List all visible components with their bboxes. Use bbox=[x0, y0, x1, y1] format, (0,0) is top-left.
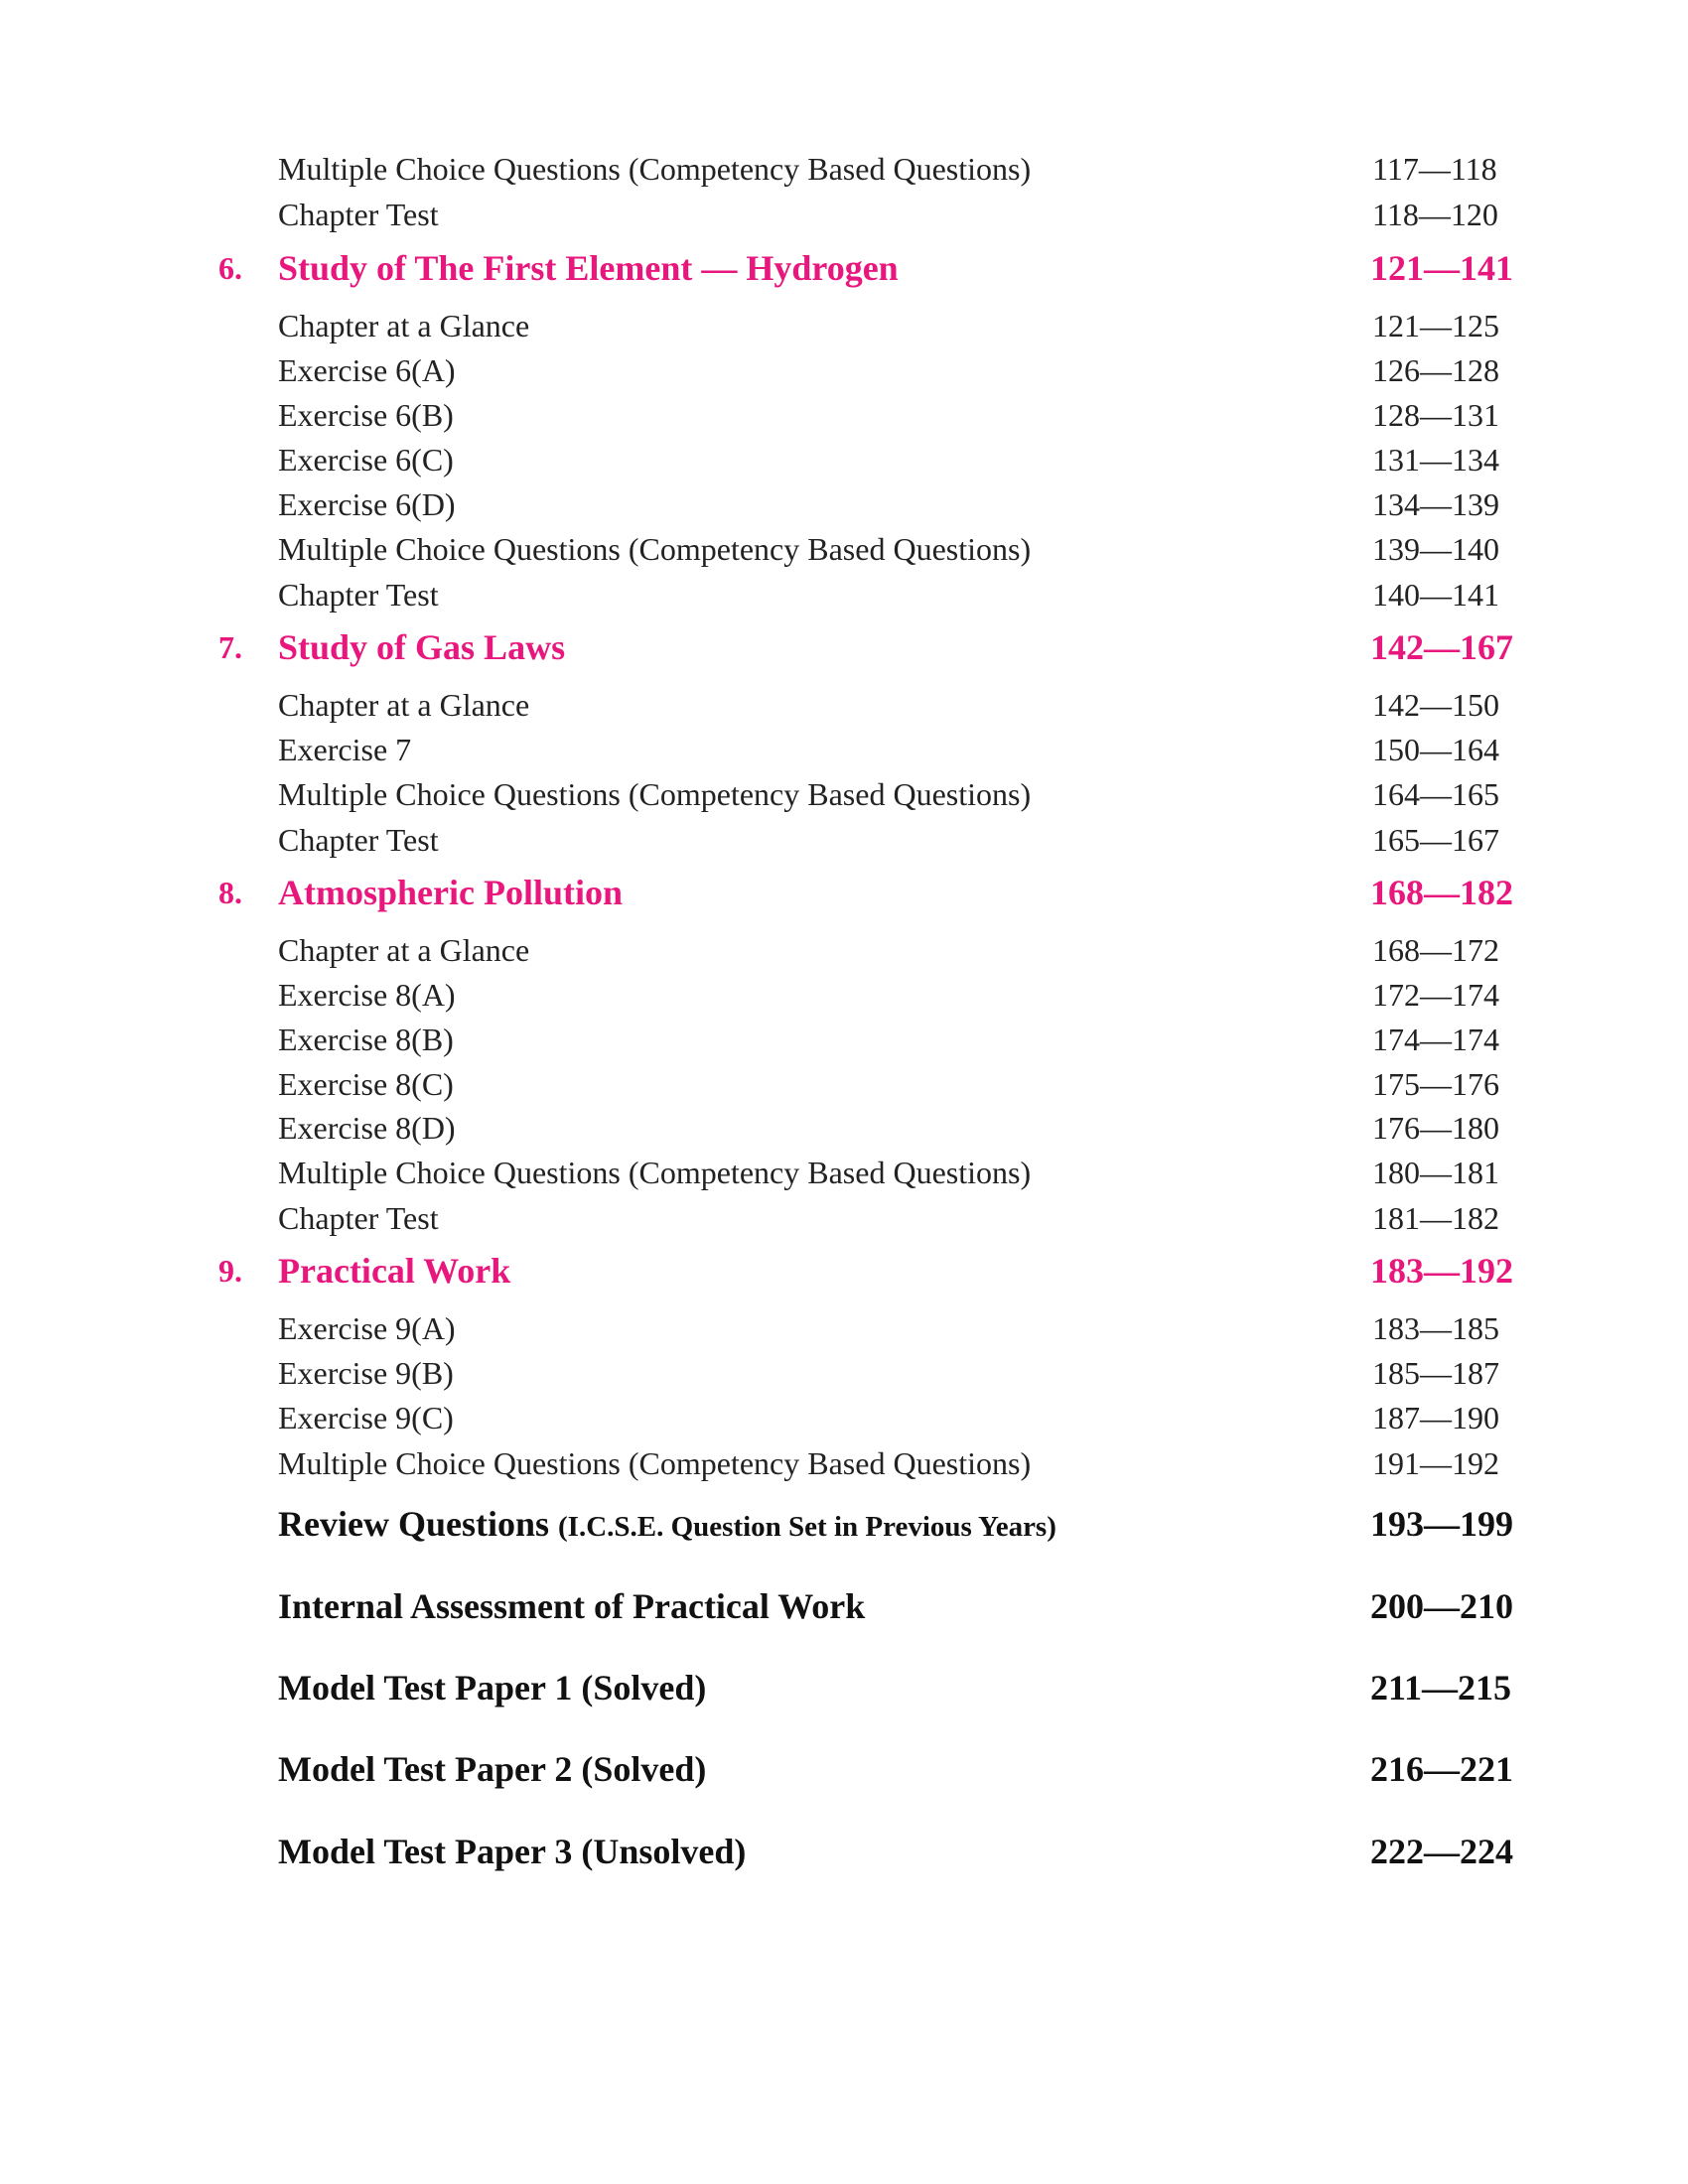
chapter-pages: 183—192 bbox=[1370, 1251, 1513, 1291]
entry-pages: 187—190 bbox=[1372, 1400, 1499, 1435]
toc-entry-internal-assessment[interactable] bbox=[0, 1584, 1688, 1628]
chapter-number: 7. bbox=[218, 629, 242, 665]
entry-title: Multiple Choice Questions (Competency Based Questions) bbox=[278, 776, 1032, 812]
toc-entry[interactable] bbox=[0, 149, 1688, 189]
chapter-title: Practical Work bbox=[278, 1251, 511, 1291]
model2-pages: 216—221 bbox=[1370, 1749, 1513, 1789]
chapter-title: Atmospheric Pollution bbox=[278, 873, 623, 912]
internal-pages: 200—210 bbox=[1370, 1586, 1513, 1626]
entry-pages: 175—176 bbox=[1372, 1066, 1499, 1102]
entry-pages: 118—120 bbox=[1372, 197, 1498, 232]
entry-title: Multiple Choice Questions (Competency Based Questions) bbox=[278, 1445, 1032, 1481]
entry-pages: 126—128 bbox=[1372, 352, 1499, 388]
chapter-heading-7[interactable] bbox=[0, 625, 1688, 669]
entry-pages: 139—140 bbox=[1372, 531, 1499, 567]
entry-title: Exercise 9(B) bbox=[278, 1355, 454, 1391]
entry-pages: 165—167 bbox=[1372, 822, 1499, 858]
entry-pages: 176—180 bbox=[1372, 1110, 1499, 1146]
chapter-heading-6[interactable] bbox=[0, 246, 1688, 290]
toc-entry[interactable] bbox=[0, 730, 1688, 769]
toc-entry[interactable] bbox=[0, 1108, 1688, 1148]
model2-title: Model Test Paper 2 (Solved) bbox=[278, 1749, 707, 1789]
entry-title: Exercise 6(A) bbox=[278, 352, 456, 388]
model1-pages: 211—215 bbox=[1370, 1668, 1512, 1707]
toc-entry[interactable] bbox=[0, 395, 1688, 435]
entry-pages: 117—118 bbox=[1372, 151, 1497, 187]
entry-pages: 183—185 bbox=[1372, 1310, 1499, 1346]
review-note: (I.C.S.E. Question Set in Previous Years) bbox=[558, 1511, 1056, 1543]
entry-title: Exercise 6(C) bbox=[278, 442, 454, 478]
entry-pages: 128—131 bbox=[1372, 397, 1499, 433]
chapter-pages: 142—167 bbox=[1370, 627, 1513, 667]
toc-entry[interactable] bbox=[0, 484, 1688, 524]
toc-entry[interactable] bbox=[0, 685, 1688, 725]
internal-title: Internal Assessment of Practical Work bbox=[278, 1586, 866, 1626]
toc-entry[interactable] bbox=[0, 1398, 1688, 1437]
toc-entry-model-test-2[interactable] bbox=[0, 1747, 1688, 1791]
entry-title: Exercise 9(A) bbox=[278, 1310, 456, 1346]
review-pages: 193—199 bbox=[1370, 1504, 1513, 1544]
entry-title: Chapter Test bbox=[278, 1200, 439, 1236]
entry-title: Exercise 8(A) bbox=[278, 977, 456, 1013]
toc-entry[interactable] bbox=[0, 529, 1688, 569]
toc-entry-review-questions[interactable] bbox=[0, 1502, 1688, 1546]
entry-title: Chapter at a Glance bbox=[278, 932, 530, 968]
toc-entry[interactable] bbox=[0, 1064, 1688, 1104]
toc-entry[interactable] bbox=[0, 306, 1688, 345]
entry-pages: 191—192 bbox=[1372, 1445, 1499, 1481]
chapter-number: 8. bbox=[218, 875, 242, 910]
entry-title: Exercise 8(B) bbox=[278, 1022, 454, 1057]
entry-pages: 174—174 bbox=[1372, 1022, 1499, 1057]
entry-title: Chapter Test bbox=[278, 197, 439, 232]
entry-title: Exercise 6(D) bbox=[278, 486, 456, 522]
toc-entry[interactable] bbox=[0, 930, 1688, 970]
model3-title: Model Test Paper 3 (Unsolved) bbox=[278, 1832, 747, 1871]
entry-pages: 168—172 bbox=[1372, 932, 1499, 968]
entry-pages: 131—134 bbox=[1372, 442, 1499, 478]
chapter-pages: 121—141 bbox=[1370, 248, 1513, 288]
chapter-heading-8[interactable] bbox=[0, 871, 1688, 914]
entry-pages: 142—150 bbox=[1372, 687, 1499, 723]
chapter-number: 9. bbox=[218, 1253, 242, 1289]
entry-title: Chapter Test bbox=[278, 577, 439, 613]
chapter-heading-9[interactable] bbox=[0, 1249, 1688, 1293]
entry-pages: 134—139 bbox=[1372, 486, 1499, 522]
model3-pages: 222—224 bbox=[1370, 1832, 1513, 1871]
entry-title: Exercise 8(D) bbox=[278, 1110, 456, 1146]
entry-pages: 172—174 bbox=[1372, 977, 1499, 1013]
entry-title: Multiple Choice Questions (Competency Based Questions) bbox=[278, 531, 1032, 567]
toc-entry[interactable] bbox=[0, 440, 1688, 479]
toc-entry[interactable] bbox=[0, 350, 1688, 390]
toc-entry[interactable] bbox=[0, 575, 1688, 614]
entry-pages: 140—141 bbox=[1372, 577, 1499, 613]
entry-title: Multiple Choice Questions (Competency Based Questions) bbox=[278, 1155, 1032, 1190]
toc-entry[interactable] bbox=[0, 1353, 1688, 1393]
chapter-title: Study of Gas Laws bbox=[278, 627, 566, 667]
toc-entry[interactable] bbox=[0, 1443, 1688, 1483]
review-title: Review Questions bbox=[278, 1504, 549, 1544]
entry-pages: 185—187 bbox=[1372, 1355, 1499, 1391]
entry-pages: 181—182 bbox=[1372, 1200, 1499, 1236]
entry-title: Chapter Test bbox=[278, 822, 439, 858]
toc-entry-model-test-3[interactable] bbox=[0, 1830, 1688, 1873]
entry-title: Chapter at a Glance bbox=[278, 687, 530, 723]
entry-pages: 180—181 bbox=[1372, 1155, 1499, 1190]
toc-entry[interactable] bbox=[0, 1198, 1688, 1238]
toc-entry[interactable] bbox=[0, 975, 1688, 1015]
chapter-pages: 168—182 bbox=[1370, 873, 1513, 912]
chapter-title: Study of The First Element — Hydrogen bbox=[278, 248, 899, 288]
entry-pages: 164—165 bbox=[1372, 776, 1499, 812]
entry-title: Exercise 6(B) bbox=[278, 397, 454, 433]
chapter-number: 6. bbox=[218, 250, 242, 286]
toc-entry[interactable] bbox=[0, 1020, 1688, 1059]
entry-pages: 121—125 bbox=[1372, 308, 1499, 343]
entry-title: Multiple Choice Questions (Competency Based Questions) bbox=[278, 151, 1032, 187]
toc-entry-model-test-1[interactable] bbox=[0, 1666, 1688, 1709]
toc-entry[interactable] bbox=[0, 195, 1688, 234]
toc-entry[interactable] bbox=[0, 820, 1688, 860]
toc-entry[interactable] bbox=[0, 1308, 1688, 1348]
toc-entry[interactable] bbox=[0, 1153, 1688, 1192]
review-title-group bbox=[278, 1502, 1056, 1549]
model1-title: Model Test Paper 1 (Solved) bbox=[278, 1668, 707, 1707]
toc-entry[interactable] bbox=[0, 774, 1688, 814]
entry-title: Exercise 7 bbox=[278, 732, 412, 767]
entry-title: Exercise 8(C) bbox=[278, 1066, 454, 1102]
entry-title: Exercise 9(C) bbox=[278, 1400, 454, 1435]
entry-pages: 150—164 bbox=[1372, 732, 1499, 767]
entry-title: Chapter at a Glance bbox=[278, 308, 530, 343]
